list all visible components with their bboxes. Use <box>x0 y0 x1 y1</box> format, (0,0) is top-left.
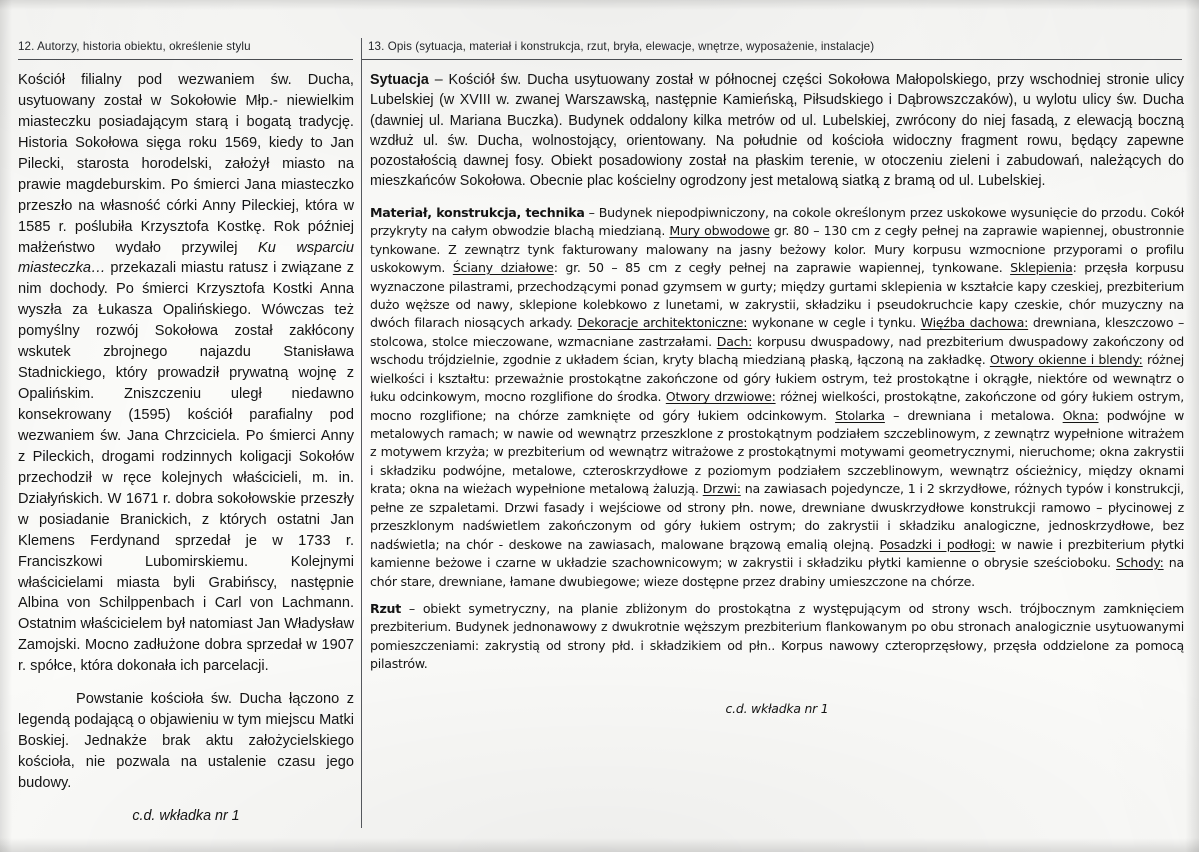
rzut-body: – obiekt symetryczny, na planie zbliżonym do prostokątna z występującym od strony wsch. trójbocznym zamknięciem prezbiterium. Budynek jednonawowy z dwukrotnie węższym prezbiterium flankowanym po obu stronach analogicznie usytuowanymi pomieszczeniami: zakrystią od strony płd. i składzikiem od płn.. Korpus nawowy czteroprzęsłowy, przęsła oddzielone za pomocą pilastrów. <box>370 600 1184 672</box>
material-text-run: wykonane w cegle i tynku. <box>747 315 921 331</box>
material-term: Posadzki i podłogi: <box>879 536 996 552</box>
material-term: Dekoracje architektoniczne: <box>577 315 748 331</box>
material-term: Okna: <box>1062 407 1099 423</box>
sytuacja-paragraph <box>370 70 1184 192</box>
material-text-run: gr. 80 – 130 cm z cegły pełnej na zaprawie wapiennej, obustronnie tynkowane. Z zewnątrz tynk fakturowany malowany na jasny beżowy kolor. Mury korpusu wzmocnione przyporami o profilu uskokowym. <box>370 223 1185 276</box>
rzut-paragraph <box>370 600 1184 674</box>
material-paragraph <box>370 204 1184 591</box>
material-term: Otwory okienne i blendy: <box>989 352 1143 368</box>
legend-text: Powstanie kościoła św. Ducha łączono z legendą podającą o objawieniu w tym miejscu Matki Boskiej. Jednakże brak aktu założycielskiego kościoła, nie pozwala na ustalenie czasu jego budowy. <box>18 691 354 791</box>
legend-paragraph <box>18 689 354 794</box>
material-term: Mury obwodowe <box>669 223 770 239</box>
material-heading: Materiał, konstrukcja, technika <box>370 204 585 220</box>
material-text-run: – drewniana i metalowa. <box>884 407 1063 423</box>
field-13-underline-rule <box>362 59 1182 60</box>
field-13-content <box>370 70 1184 717</box>
field-caption-row <box>0 38 1199 64</box>
sytuacja-heading: Sytuacja <box>370 72 429 88</box>
material-text-run: : gr. 50 – 85 cm z cegły pełnej na zaprawie wapiennej, tynkowane. <box>553 260 1011 276</box>
material-text-run: korpusu dwuspadowy, nad prezbiterium dwuspadowy zakończony od wschodu trójdzielnie, zgodnie z układem ścian, kryty blachą miedzianą płaską, łączoną na zakładkę. <box>370 333 1184 368</box>
material-body <box>370 205 1184 589</box>
column-divider-rule <box>361 38 362 828</box>
material-term: Drzwi: <box>702 481 741 497</box>
material-text-run: : przęsła korpusu wyznaczone pilastrami, przechodzącymi ponad gzymsem w gurty; między gurtami sklepienia w kształcie kapy czeskiej, prezbiterium dużo węższe od nawy, sklepione kolebkowo z lunetami, w zakrystii, składziku i pseudokruchcie kapy czeskie, chór muzyczny na dwóch filarach niosących arkady. <box>370 260 1184 331</box>
rzut-heading: Rzut <box>370 600 402 616</box>
material-term: Schody: <box>1115 555 1164 571</box>
history-paragraph <box>18 70 354 677</box>
material-text-run: na chór stare, drewniane, łamane dwubiegowe; wieze dostępne przez drabiny umieszczone na chórze. <box>370 555 1184 589</box>
material-term: Dach: <box>716 333 753 349</box>
material-text-run: podwójne w metalowych ramach; w nawie od wewnątrz przeszklone z prostokątnym podziałem szczeblinowym, z zewnątrz wypełnione witrażem z motywem krzyża; w prezbiterium od wewnątrz witrażowe z prostokątnymi motywami geometrycznymi, nieruchome; okna zakrystii i składziku podwójne, metalowe, czteroskrzydłowe z poziomym podziałem szczeblinowym, wewnątrz ościeżnicy, między oknami krata; okna na wieżach wypełnione metalową żaluzją. <box>370 407 1185 497</box>
sytuacja-body: – Kościół św. Ducha usytuowany został w północnej części Sokołowa Małopolskiego, przy wschodniej stronie ulicy Lubelskiej (w XVIII w. zwanej Warszawską, następnie Kamieńską, Piłsudskiego i Dąbrowszczaków), u wylotu ulicy św. Ducha (dawniej ul. Mariana Buczka). Budynek oddalony kilka metrów od ul. Lubelskiej, zwrócony do niej fasadą, z elewacją boczną wzdłuż ul. św. Ducha, wolnostojący, orientowany. Na południe od kościoła widoczny fragment rowu, będący zapewne pozostałością dawnej fosy. Obiekt posadowiony został na płaskim terenie, w otoczeniu zieleni i zabudowań, należących do mieszkańców Sokołowa. Obecnie plac kościelny ogrodzony jest metalową siatką z bramą od ul. Lubelskiej. <box>370 72 1184 190</box>
material-text-run: różnej wielkości, prostokątne, zakończone od góry łukiem ostrym, mocno rozglifione; na chórze zamknięte od góry łukiem odcinkowym. <box>370 389 1184 423</box>
privilege-title-italic: Ku wsparciu miasteczka… <box>18 239 354 277</box>
field-12-underline-rule <box>18 59 353 60</box>
field-12-content <box>18 70 354 826</box>
field-13-caption: 13. Opis (sytuacja, materiał i konstrukcja, rzut, bryła, elewacje, wnętrze, wyposażenie, instalacje) <box>368 40 875 53</box>
material-term: Sklepienia <box>1010 260 1073 276</box>
material-term: Otwory drzwiowe: <box>665 389 776 405</box>
material-term: Więźba dachowa: <box>920 315 1029 331</box>
material-text-run: – Budynek niepodpiwniczony, na cokole określonym przez uskokowe wysunięcie do przodu. Cokół przykryty na całym obwodzie blachą miedzianą. <box>370 204 1185 239</box>
scan-edge-shadow-top <box>0 0 1199 10</box>
right-continuation-note: c.d. wkładka nr 1 <box>725 700 829 716</box>
material-text-run: na zawiasach pojedyncze, 1 i 2 skrzydłowe, różnych typów i konstrukcji, pełne ze szpaletami. Drzwi fasady i wejściowe od strony płn. nowe, drewniane dwuskrzydłowe konstrukcji ramowo – płycinowej z przeszklonym nadświetlem zakończonym od góry łukiem ostrym; do zakrystii i składziku analogiczne, jednoskrzydłowe, bez nadświetla; na chór - deskowe na zawiasach, malowane brązową emalią olejną. <box>370 481 1184 552</box>
scan-edge-shadow-left <box>0 0 12 852</box>
material-term: Stolarka <box>835 407 885 423</box>
material-term: Ściany działowe <box>452 260 554 276</box>
history-text-part-2: przekazali miastu ratusz i związane z nim dochody. Po śmierci Krzysztofa Kostki Anna wyszła za Łukasza Opalińskiego. Wówczas też pomyślny rozwój Sokołowa został zakłócony wskutek zbrojnego najazdu Stanisława Stadnickiego, który prowadził prywatną wojnę z Opalińskim. Zniszczeniu uległ niedawno konsekrowany (1595) kościół parafialny pod wezwaniem św. Jana Chrzciciela. Po śmierci Anny z Pileckich, drogami rodzinnych koligacji Sokołów przechodził w ręce kolejnych właścicieli, m. in. Działyńskich. W 1671 r. dobra sokołowskie przeszły w posiadanie Branickich, z których ostatni Jan Klemens Ferdynand sprzedał je w 1733 r. Franciszkowi Lubomirskiemu. Kolejnymi właścicielami miasta byli Grabińscy, następnie Albina von Schilppenbach i Carl von Lachmann. Ostatnim właścicielem był natomiast Jan Władysław Zamojski. Mocno zadłużone dobra sprzedał w 1907 r. spółce, która dokonała ich parcelacji. <box>18 260 354 675</box>
material-text-run: w nawie i prezbiterium płytki kamienne beżowe i czarne w układzie szachownicowym; w zakrystii i składziku płytki kamienne o obrysie sześcioboku. <box>370 536 1184 571</box>
material-text-run: drewniana, kleszczowo – stolcowa, stolce mieczowane, wzmacniane zastrzałami. <box>370 315 1185 349</box>
scan-edge-shadow-right <box>1185 0 1199 852</box>
history-text-part-1: Kościół filialny pod wezwaniem św. Ducha, usytuowany został w Sokołowie Młp.- niewielkim miasteczku posiadającym starą i bogatą tradycję. Historia Sokołowa sięga roku 1569, kiedy to Jan Pilecki, starosta horodelski, założył miasto na prawie magdeburskim. Po śmierci Jana miasteczko przeszło na własność córki Anny Pileckiej, która w 1585 r. poślubiła Krzysztofa Kostkę. Rok później małżeństwo wydało przywilej <box>18 72 354 256</box>
material-text-run: różnej wielkości i kształtu: przeważnie prostokątne zakończone od góry łukiem ostrym, też prostokątne i okrągłe, niektóre od wewnątrz o łuku odcinkowym, mocno rozglifione do środka. <box>370 352 1184 405</box>
left-continuation-note: c.d. wkładka nr 1 <box>132 807 240 824</box>
scan-edge-shadow-bottom <box>0 838 1199 852</box>
field-12-caption: 12. Autorzy, historia obiektu, określenie stylu <box>18 40 251 53</box>
